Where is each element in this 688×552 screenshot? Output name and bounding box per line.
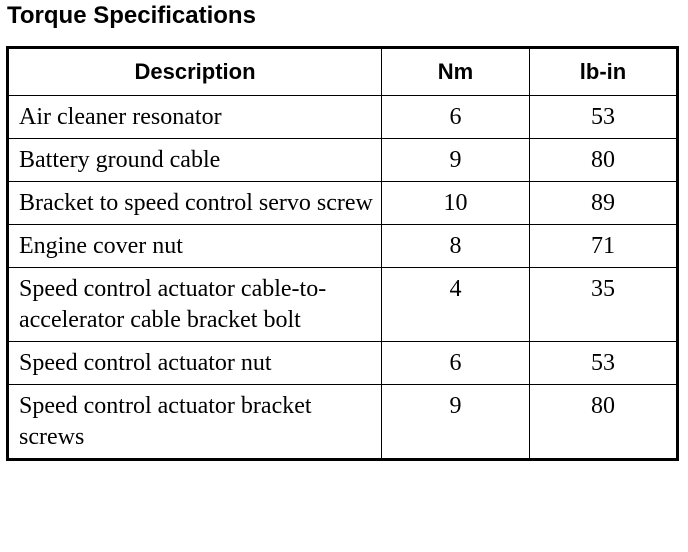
table-row (8, 268, 678, 342)
nm-cell: 6 (382, 342, 530, 385)
description-cell: Speed control actuator cable-to-accelerator cable bracket bolt (8, 268, 382, 342)
description-cell: Battery ground cable (8, 139, 382, 182)
lbin-cell: 35 (530, 268, 678, 342)
nm-cell: 9 (382, 139, 530, 182)
description-cell: Speed control actuator bracket screws (8, 385, 382, 460)
nm-cell: 6 (382, 96, 530, 139)
description-cell: Air cleaner resonator (8, 96, 382, 139)
nm-cell: 9 (382, 385, 530, 460)
description-cell: Engine cover nut (8, 225, 382, 268)
column-header-description: Description (8, 48, 382, 96)
torque-spec-table (6, 46, 679, 461)
description-cell: Bracket to speed control servo screw (8, 182, 382, 225)
page-title: Torque Specifications (7, 2, 256, 29)
nm-cell: 10 (382, 182, 530, 225)
table-header-row (8, 48, 678, 96)
column-header-lbin: lb-in (530, 48, 678, 96)
table-row (8, 182, 678, 225)
lbin-cell: 80 (530, 385, 678, 460)
table-row (8, 385, 678, 460)
column-header-nm: Nm (382, 48, 530, 96)
description-cell: Speed control actuator nut (8, 342, 382, 385)
table-row (8, 96, 678, 139)
lbin-cell: 53 (530, 342, 678, 385)
lbin-cell: 53 (530, 96, 678, 139)
lbin-cell: 80 (530, 139, 678, 182)
lbin-cell: 89 (530, 182, 678, 225)
table-row (8, 139, 678, 182)
nm-cell: 4 (382, 268, 530, 342)
table-row (8, 225, 678, 268)
lbin-cell: 71 (530, 225, 678, 268)
nm-cell: 8 (382, 225, 530, 268)
table-row (8, 342, 678, 385)
